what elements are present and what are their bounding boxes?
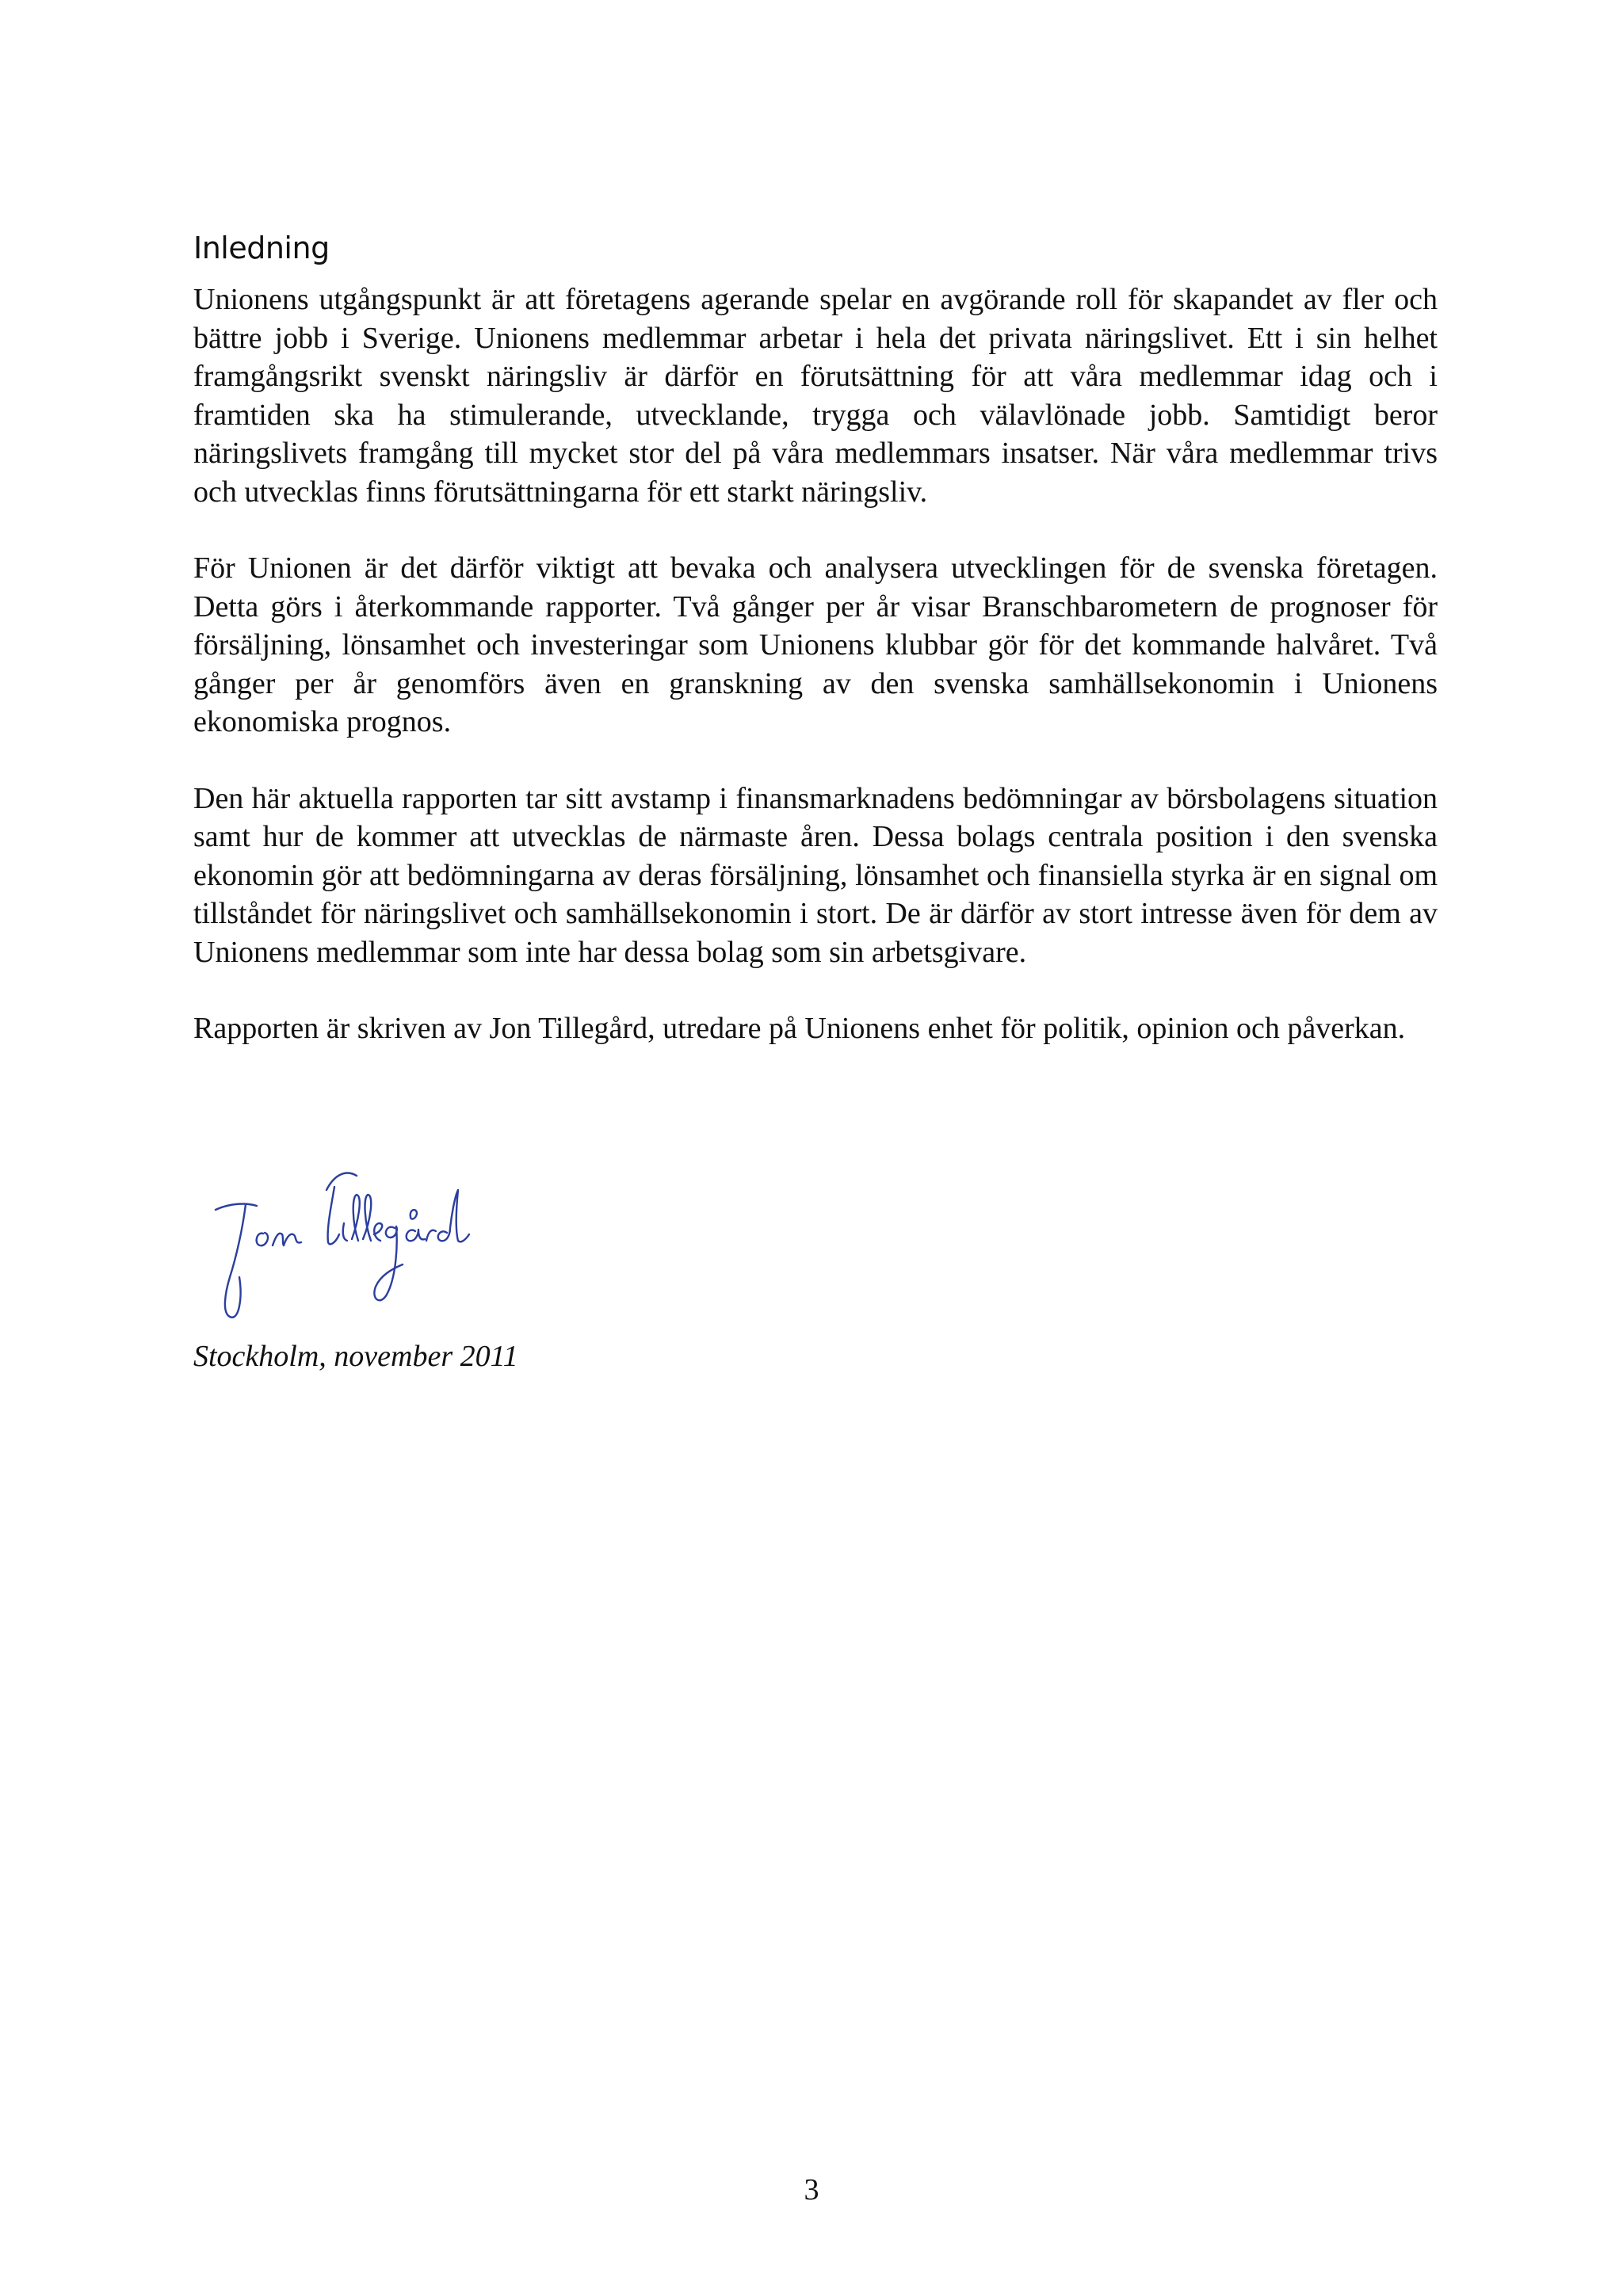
section-heading: Inledning xyxy=(193,231,330,265)
paragraph-3: Den här aktuella rapporten tar sitt avstamp i finansmarknadens bedömningar av börsbolagens situation samt hur de kommer att utvecklas de närmaste åren. Dessa bolags centrala position i den svenska ekonomin gör att bedömningarna av deras försäljning, lönsamhet och finansiella styrka är en signal om tillståndet för näringslivet och samhällsekonomin i stort. De är därför av stort intresse även för dem av Unionens medlemmar som inte har dessa bolag som sin arbetsgivare. xyxy=(193,781,1438,969)
document-body xyxy=(193,230,1438,1086)
handwritten-signature xyxy=(208,1158,477,1341)
place-and-date: Stockholm, november 2011 xyxy=(193,1340,518,1373)
page-number: 3 xyxy=(804,2173,819,2206)
paragraph-4: Rapporten är skriven av Jon Tillegård, utredare på Unionens enhet för politik, opinion och påverkan. xyxy=(193,1012,1406,1045)
paragraph-1: Unionens utgångspunkt är att företagens agerande spelar en avgörande roll för skapandet av fler och bättre jobb i Sverige. Unionens medlemmar arbetar i hela det privata näringslivet. Ett i sin helhet framgångsrikt svenskt näringsliv är därför en förutsättning för att våra medlemmar idag och i framtiden ska ha stimulerande, utvecklande, trygga och välavlönade jobb. Samtidigt beror näringslivets framgång till mycket stor del på våra medlemmars insatser. När våra medlemmar trivs och utvecklas finns förutsättningarna för ett starkt näringsliv. xyxy=(193,283,1438,509)
paragraph-2: För Unionen är det därför viktigt att bevaka och analysera utvecklingen för de svenska företagen. Detta görs i återkommande rapporter. Två gånger per år visar Branschbarometern de prognoser för försäljning, lönsamhet och investeringar som Unionens klubbar gör för det kommande halvåret. Två gånger per år genomförs även en granskning av den svenska samhällsekonomin i Unionens ekonomiska prognos. xyxy=(193,551,1438,738)
